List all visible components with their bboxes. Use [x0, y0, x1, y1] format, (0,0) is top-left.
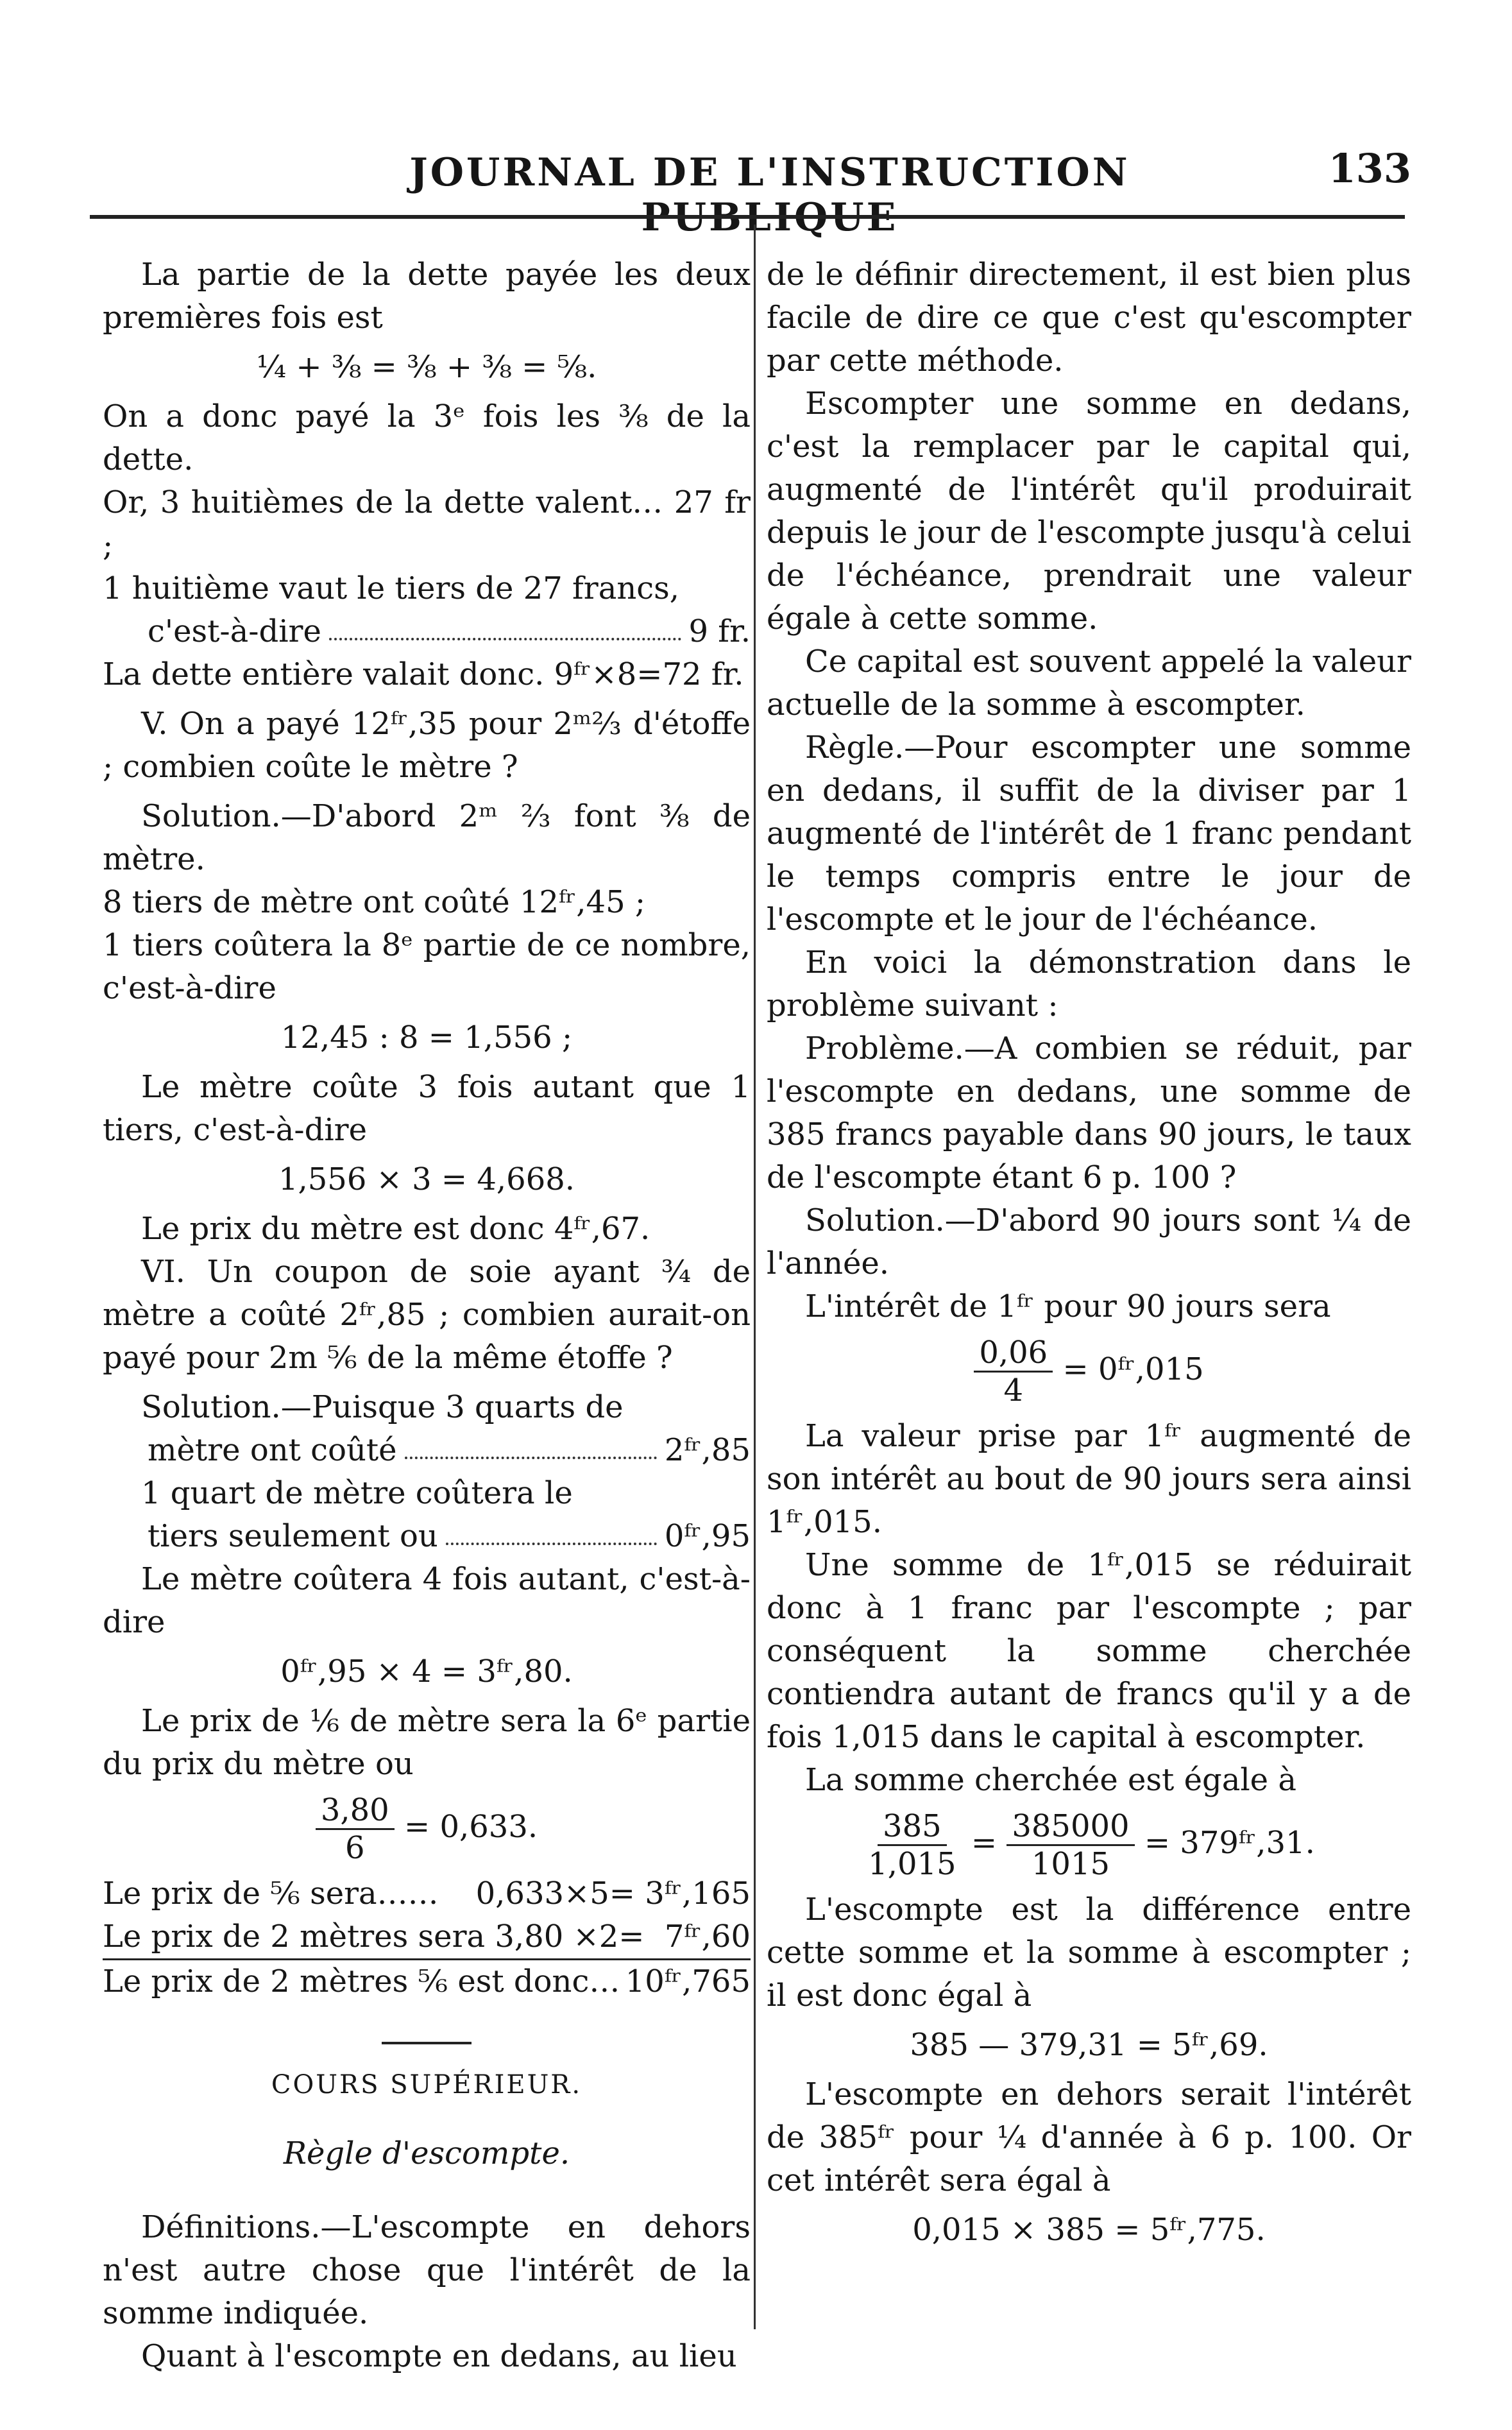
paragraph: La valeur prise par 1ᶠʳ augmenté de son intérêt au bout de 90 jours sera ainsi 1ᶠʳ,015. [767, 1418, 1411, 1540]
paragraph: Solution.—D'abord 90 jours sont ¼ de l'année. [767, 1202, 1411, 1281]
numerator: 385000 [1007, 1808, 1134, 1846]
leader-label: mètre ont coûté [148, 1432, 397, 1468]
denominator: 1,015 [868, 1846, 956, 1882]
leader-label: c'est-à-dire [148, 613, 321, 649]
paragraph: Le mètre coûtera 4 fois autant, c'est-à-dire [103, 1561, 751, 1640]
paragraph: Définitions.—L'escompte en dehors n'est autre chose que l'intérêt de la somme indiquée. [103, 2209, 751, 2331]
paragraph: Une somme de 1ᶠʳ,015 se réduirait donc à 1 franc par l'escompte ; par conséquent la somme cherchée contiendra autant de francs qu'il y a de fois 1,015 dans le capital à escompter. [767, 1547, 1411, 1755]
paragraph: 8 tiers de mètre ont coûté 12ᶠʳ,45 ; [103, 884, 646, 920]
leader-line [103, 1515, 751, 1558]
leader-dots [329, 610, 681, 640]
leader-dots [446, 1515, 657, 1545]
numerator: 385 [878, 1808, 947, 1846]
journal-title: JOURNAL DE L'INSTRUCTION PUBLIQUE [409, 150, 1130, 240]
paragraph: Le prix du mètre est donc 4ᶠʳ,67. [141, 1211, 650, 1247]
leader-line [103, 1429, 751, 1472]
paragraph: Le mètre coûte 3 fois autant que 1 tiers, c'est-à-dire [103, 1069, 751, 1148]
header-rule [90, 215, 1405, 219]
page-header [96, 136, 1411, 240]
fraction-equation [767, 1808, 1411, 1882]
equation-rest: = 379ᶠʳ,31. [1144, 1825, 1315, 1861]
leader-label: tiers seulement ou [148, 1518, 438, 1554]
leader-line [103, 610, 751, 653]
leader-value: 2ᶠʳ,85 [664, 1432, 751, 1468]
left-column [103, 253, 751, 2378]
equals-sign: = [971, 1825, 998, 1861]
paragraph: Ce capital est souvent appelé la valeur actuelle de la somme à escompter. [767, 644, 1411, 723]
price-value: 7ᶠʳ,60 [664, 1919, 751, 1955]
equation: 0,015 × 385 = 5ᶠʳ,775. [912, 2212, 1266, 2248]
equation: 0ᶠʳ,95 × 4 = 3ᶠʳ,80. [280, 1654, 573, 1690]
paragraph: L'escompte est la différence entre cette somme et la somme à escompter ; il est donc égal à [767, 1892, 1411, 2014]
paragraph: La partie de la dette payée les deux premières fois est [103, 257, 751, 336]
fraction [863, 1808, 961, 1882]
price-value: 10ᶠʳ,765 [625, 1964, 751, 1999]
page-number: 133 [1328, 145, 1411, 192]
equation: 1,556 × 3 = 4,668. [278, 1161, 575, 1197]
paragraph: Problème.—A combien se réduit, par l'escompte en dedans, une somme de 385 francs payable dans 90 jours, le taux de l'escompte étant 6 p. 100 ? [767, 1031, 1411, 1195]
equation: ¼ + ⅜ = ⅜ + ⅜ = ⅝. [256, 349, 597, 385]
paragraph: Le prix de ⅙ de mètre sera la 6ᵉ partie du prix du mètre ou [103, 1703, 751, 1782]
fraction [974, 1335, 1053, 1408]
price-row [103, 1915, 751, 1960]
paragraph: VI. Un coupon de soie ayant ¾ de mètre a coûté 2ᶠʳ,85 ; combien aurait-on payé pour 2m ⅚ de la même étoffe ? [103, 1254, 751, 1376]
paragraph: Or, 3 huitièmes de la dette valent… 27 fr ; [103, 484, 751, 563]
paragraph: V. On a payé 12ᶠʳ,35 pour 2ᵐ⅔ d'étoffe ; combien coûte le mètre ? [103, 706, 751, 785]
equation-rest: = 0,633. [403, 1809, 538, 1845]
paragraph: 1 quart de mètre coûtera le [141, 1475, 573, 1511]
denominator: 6 [345, 1830, 365, 1866]
price-row [103, 1872, 751, 1915]
denominator: 4 [1003, 1373, 1024, 1408]
section-rule [382, 2042, 471, 2044]
denominator: 1015 [1031, 1846, 1110, 1882]
section-subheading: Règle d'escompte. [283, 2135, 570, 2171]
paragraph: En voici la démonstration dans le problème suivant : [767, 945, 1411, 1023]
paragraph: La dette entière valait donc. 9ᶠʳ×8=72 fr. [103, 656, 744, 692]
paragraph: On a donc payé la 3ᵉ fois les ⅜ de la dette. [103, 398, 751, 477]
equation-rest: = 0ᶠʳ,015 [1062, 1351, 1204, 1387]
paragraph: Règle.—Pour escompter une somme en dedans, il suffit de la diviser par 1 augmenté de l'intérêt de 1 franc pendant le temps compris entre le jour de l'escompte et le jour de l'échéance. [767, 730, 1411, 937]
paragraph: La somme cherchée est égale à [805, 1762, 1296, 1798]
section-heading: COURS SUPÉRIEUR. [271, 2070, 582, 2100]
equation: 12,45 : 8 = 1,556 ; [280, 1020, 573, 1056]
numerator: 3,80 [316, 1792, 395, 1830]
paragraph: L'intérêt de 1ᶠʳ pour 90 jours sera [805, 1288, 1331, 1324]
fraction [316, 1792, 395, 1866]
paragraph: 1 tiers coûtera la 8ᵉ partie de ce nombre, c'est-à-dire [103, 927, 751, 1006]
price-value: 0,633×5= 3ᶠʳ,165 [475, 1876, 751, 1912]
price-label: Le prix de 2 mètres ⅚ est donc… [103, 1964, 620, 1999]
paragraph: Quant à l'escompte en dedans, au lieu [141, 2338, 737, 2374]
price-row [103, 1960, 751, 2003]
paragraph: L'escompte en dehors serait l'intérêt de 385ᶠʳ pour ¼ d'année à 6 p. 100. Or cet intérêt sera égal à [767, 2076, 1411, 2198]
price-label: Le prix de ⅚ sera…… [103, 1876, 439, 1912]
leader-value: 0ᶠʳ,95 [664, 1518, 751, 1554]
equation: 385 — 379,31 = 5ᶠʳ,69. [910, 2027, 1268, 2063]
paragraph: Solution.—D'abord 2ᵐ ⅔ font ⅜ de mètre. [103, 798, 751, 877]
price-label: Le prix de 2 mètres sera 3,80 ×2= [103, 1919, 645, 1955]
paragraph: Solution.—Puisque 3 quarts de [141, 1389, 624, 1425]
numerator: 0,06 [974, 1335, 1053, 1373]
fraction [1007, 1808, 1134, 1882]
right-column [767, 253, 1411, 2258]
column-divider [754, 225, 756, 2329]
leader-dots [405, 1429, 657, 1459]
paragraph: de le définir directement, il est bien plus facile de dire ce que c'est qu'escompter par cette méthode. [767, 257, 1411, 379]
fraction-equation [103, 1792, 751, 1866]
paragraph: 1 huitième vaut le tiers de 27 francs, [103, 570, 680, 606]
paragraph: Escompter une somme en dedans, c'est la remplacer par le capital qui, augmenté de l'intérêt qu'il produirait depuis le jour de l'escompte jusqu'à celui de l'échéance, prendrait une valeur égale à cette somme. [767, 386, 1411, 637]
fraction-equation [767, 1335, 1411, 1408]
leader-value: 9 fr. [688, 613, 751, 649]
